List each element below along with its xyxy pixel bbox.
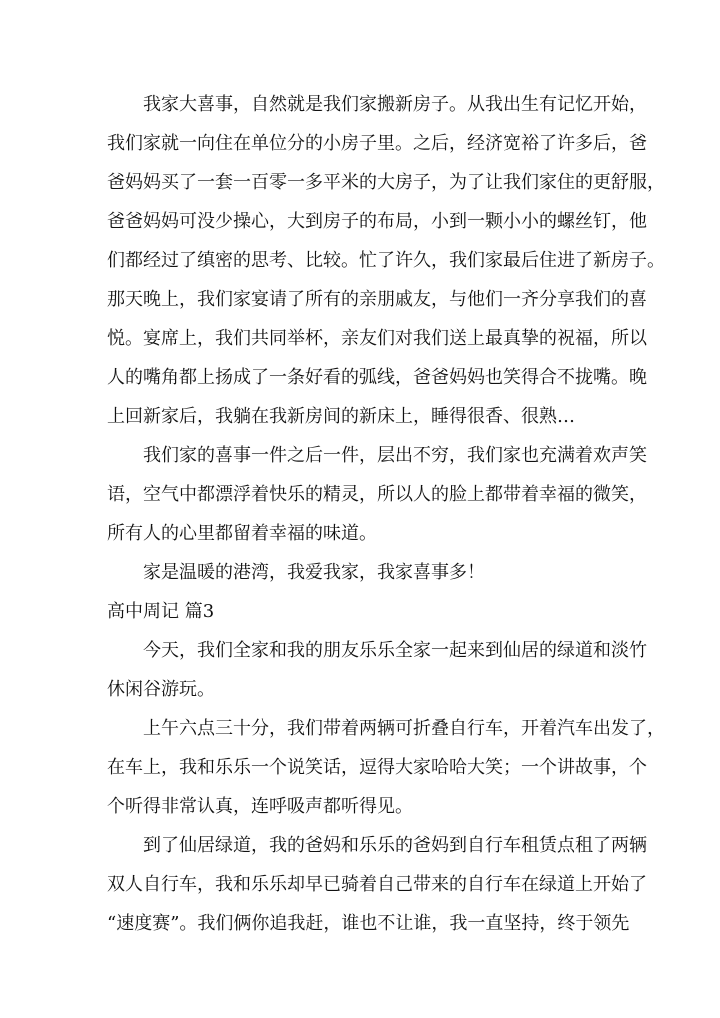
paragraph-line: 爸爸妈妈可没少操心，大到房子的布局，小到一颗小小的螺丝钉，他 — [107, 211, 647, 232]
paragraph-line: 双人自行车，我和乐乐却早已骑着自己带来的自行车在绿道上开始了 — [107, 874, 647, 895]
paragraph-line: 在车上，我和乐乐一个说笑话，逗得大家哈哈大笑；一个讲故事，个 — [107, 757, 647, 778]
paragraph-line: 悦。宴席上，我们共同举杯，亲友们对我们送上最真挚的祝福，所以 — [107, 328, 647, 349]
paragraph-line: 到了仙居绿道，我的爸妈和乐乐的爸妈到自行车租赁点租了两辆 — [143, 835, 647, 856]
paragraph-line: 语，空气中都漂浮着快乐的精灵，所以人的脸上都带着幸福的微笑， — [107, 484, 647, 505]
paragraph-line: 上回新家后，我躺在我新房间的新床上，睡得很香、很熟… — [107, 406, 575, 427]
paragraph-line: 所有人的心里都留着幸福的味道。 — [107, 523, 377, 544]
paragraph-line: “速度赛”。我们俩你追我赶，谁也不让谁，我一直坚持，终于领先 — [107, 913, 630, 934]
paragraph-line: 们都经过了缜密的思考、比较。忙了许久，我们家最后住进了新房子。 — [107, 250, 665, 271]
paragraph-line: 那天晚上，我们家宴请了所有的亲朋戚友，与他们一齐分享我们的喜 — [107, 289, 647, 310]
paragraph-line: 个听得非常认真，连呼吸声都听得见。 — [107, 796, 413, 817]
paragraph-line: 我们家的喜事一件之后一件，层出不穷，我们家也充满着欢声笑 — [143, 445, 647, 466]
paragraph-line: 家是温暖的港湾，我爱我家，我家喜事多！ — [143, 562, 485, 583]
paragraph-line: 今天，我们全家和我的朋友乐乐全家一起来到仙居的绿道和淡竹 — [143, 640, 647, 661]
paragraph-line: 上午六点三十分，我们带着两辆可折叠自行车，开着汽车出发了， — [143, 718, 665, 739]
paragraph-line: 休闲谷游玩。 — [107, 679, 215, 700]
paragraph-line: 人的嘴角都上扬成了一条好看的弧线，爸爸妈妈也笑得合不拢嘴。晚 — [107, 367, 647, 388]
paragraph-line: 爸妈妈买了一套一百零一多平米的大房子，为了让我们家住的更舒服， — [107, 172, 665, 193]
paragraph-line: 我家大喜事，自然就是我们家搬新房子。从我出生有记忆开始， — [143, 94, 647, 115]
section-heading: 高中周记 篇3 — [107, 601, 215, 622]
paragraph-line: 我们家就一向住在单位分的小房子里。之后，经济宽裕了许多后，爸 — [107, 133, 647, 154]
